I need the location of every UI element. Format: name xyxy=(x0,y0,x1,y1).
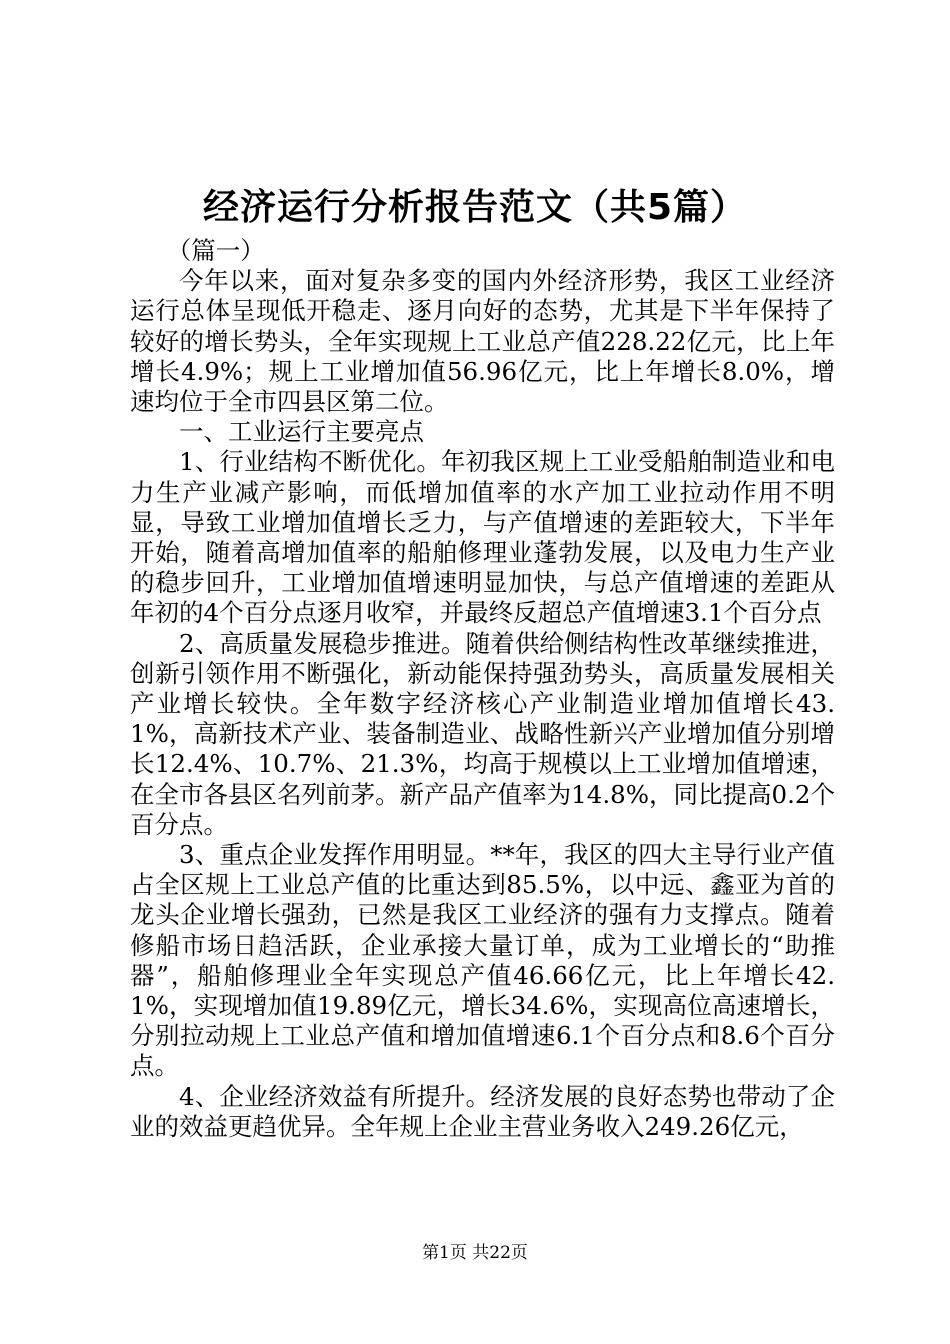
page-footer xyxy=(0,1242,950,1264)
paragraph-item-4: 4、企业经济效益有所提升。经济发展的良好态势也带动了企业的效益更趋优异。全年规上企业主营业务收入249.26亿元， xyxy=(130,1081,835,1141)
paragraph-item-3: 3、重点企业发挥作用明显。**年，我区的四大主导行业产值占全区规上工业总产值的比重达到85.5%，以中远、鑫亚为首的龙头企业增长强劲，已然是我区工业经济的强有力支撑点。随着修船市场日趋活跃，企业承接大量订单，成为工业增长的“助推器”，船舶修理业全年实现总产值46.66亿元，比上年增长42.1%，实现增加值19.89亿元，增长34.6%，实现高位高速增长，分别拉动规上工业总产值和增加值增速6.1个百分点和8.6个百分点。 xyxy=(130,840,835,1081)
document-title: 经济运行分析报告范文（共5篇） xyxy=(202,187,748,228)
paragraph-intro: 今年以来，面对复杂多变的国内外经济形势，我区工业经济运行总体呈现低开稳走、逐月向好的态势，尤其是下半年保持了较好的增长势头，全年实现规上工业总产值228.22亿元，比上年增长4.9%；规上工业增加值56.96亿元，比上年增长8.0%，增速均位于全市四县区第二位。 xyxy=(130,266,835,417)
document-body xyxy=(130,236,835,1142)
page-total: 共22页 xyxy=(472,1243,528,1263)
section-label: （篇一） xyxy=(166,236,265,265)
section-heading: 一、工业运行主要亮点 xyxy=(179,417,424,447)
paragraph-item-2: 2、高质量发展稳步推进。随着供给侧结构性改革继续推进，创新引领作用不断强化，新动能保持强劲势头，高质量发展相关产业增长较快。全年数字经济核心产业制造业增加值增长43.1%，高新技术产业、装备制造业、战略性新兴产业增加值分别增长12.4%、10.7%、21.3%，均高于规模以上工业增加值增速，在全市各县区名列前茅。新产品产值率为14.8%，同比提高0.2个百分点。 xyxy=(130,628,835,839)
paragraph-item-1: 1、行业结构不断优化。年初我区规上工业受船舶制造业和电力生产业减产影响，而低增加值率的水产加工业拉动作用不明显，导致工业增加值增长乏力，与产值增速的差距较大，下半年开始，随着高增加值率的船舶修理业蓬勃发展，以及电力生产业的稳步回升，工业增加值增速明显加快，与总产值增速的差距从年初的4个百分点逐月收窄，并最终反超总产值增速3.1个百分点 xyxy=(130,447,835,628)
page-number: 第1页 xyxy=(422,1243,467,1263)
